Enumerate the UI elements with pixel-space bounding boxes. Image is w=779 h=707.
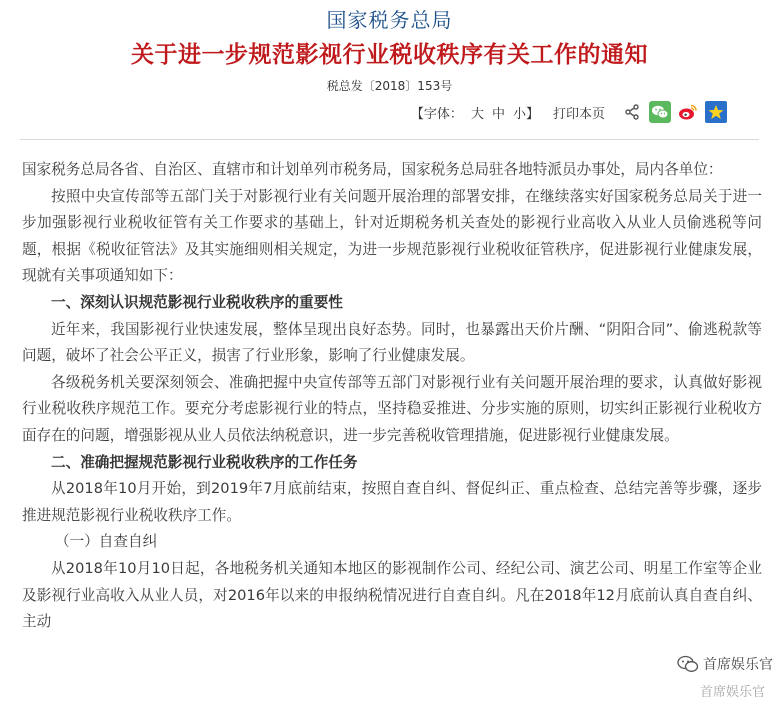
document-number: 税总发〔2018〕153号 <box>326 79 453 93</box>
header-divider <box>20 139 759 140</box>
qzone-icon[interactable] <box>705 101 727 123</box>
article-toolbar <box>411 98 727 126</box>
section-heading-2: 二、准确把握规范影视行业税收秩序的工作任务 <box>51 453 358 471</box>
salutation: 国家税务总局各省、自治区、直辖市和计划单列市税务局，国家税务总局驻各地特派员办事处，局内各单位： <box>22 161 723 178</box>
subsection-heading-1: （一）自查自纠 <box>55 533 158 551</box>
font-size-small-button[interactable]: 小】 <box>512 106 539 122</box>
font-size-medium-button[interactable]: 中 <box>491 106 505 122</box>
font-size-label: 【字体： <box>410 106 463 122</box>
weibo-icon[interactable] <box>677 101 699 123</box>
font-size-large-button[interactable]: 大 <box>470 106 484 122</box>
wechat-watermark-icon <box>677 655 699 673</box>
watermark-text-faint: 首席娱乐官 <box>699 685 765 700</box>
paragraph: 从2018年10月开始，到2019年7月底前结束，按照自查自纠、督促纠正、重点检查、总结完善等步骤，逐步推进规范影视行业税收秩序工作。 <box>22 480 762 524</box>
watermark <box>677 654 773 674</box>
page-title: 关于进一步规范影视行业税收秩序有关工作的通知 <box>131 42 648 68</box>
paragraph: 各级税务机关要深刻领会、准确把握中央宣传部等五部门对影视行业有关问题开展治理的要求，认真做好影视行业税收秩序规范工作。要充分考虑影视行业的特点，坚持稳妥推进、分步实施的原则，切实纠正影视行业税收方面存在的问题，增强影视从业人员依法纳税意识，进一步完善税收管理措施，促进影视行业健康发展。 <box>22 373 762 444</box>
article-body <box>22 157 762 636</box>
wechat-icon[interactable] <box>649 101 671 123</box>
paragraph: 近年来，我国影视行业快速发展，整体呈现出良好态势。同时，也暴露出天价片酬、“阴阳合同”、偷逃税款等问题，破坏了社会公平正义，损害了行业形象，影响了行业健康发展。 <box>22 320 762 365</box>
agency-name: 国家税务总局 <box>326 8 453 32</box>
paragraph: 从2018年10月10日起，各地税务机关通知本地区的影视制作公司、经纪公司、演艺公司、明星工作室等企业及影视行业高收入从业人员，对2016年以来的申报纳税情况进行自查自纠。凡在2018年12月底前认真自查自纠、主动 <box>22 559 762 631</box>
section-heading-1: 一、深刻认识规范影视行业税收秩序的重要性 <box>51 293 343 311</box>
share-icon[interactable] <box>621 101 643 123</box>
intro-paragraph: 按照中央宣传部等五部门关于对影视行业有关问题开展治理的部署安排，在继续落实好国家税务总局关于进一步加强影视行业税收征管有关工作要求的基础上，针对近期税务机关查处的影视行业高收入从业人员偷逃税等问题，根据《税收征管法》及其实施细则相关规定，为进一步规范影视行业税收征管秩序，促进影视行业健康发展，现就有关事项通知如下： <box>22 187 762 285</box>
print-button[interactable]: 打印本页 <box>552 106 605 122</box>
watermark-text: 首席娱乐官 <box>703 657 773 673</box>
